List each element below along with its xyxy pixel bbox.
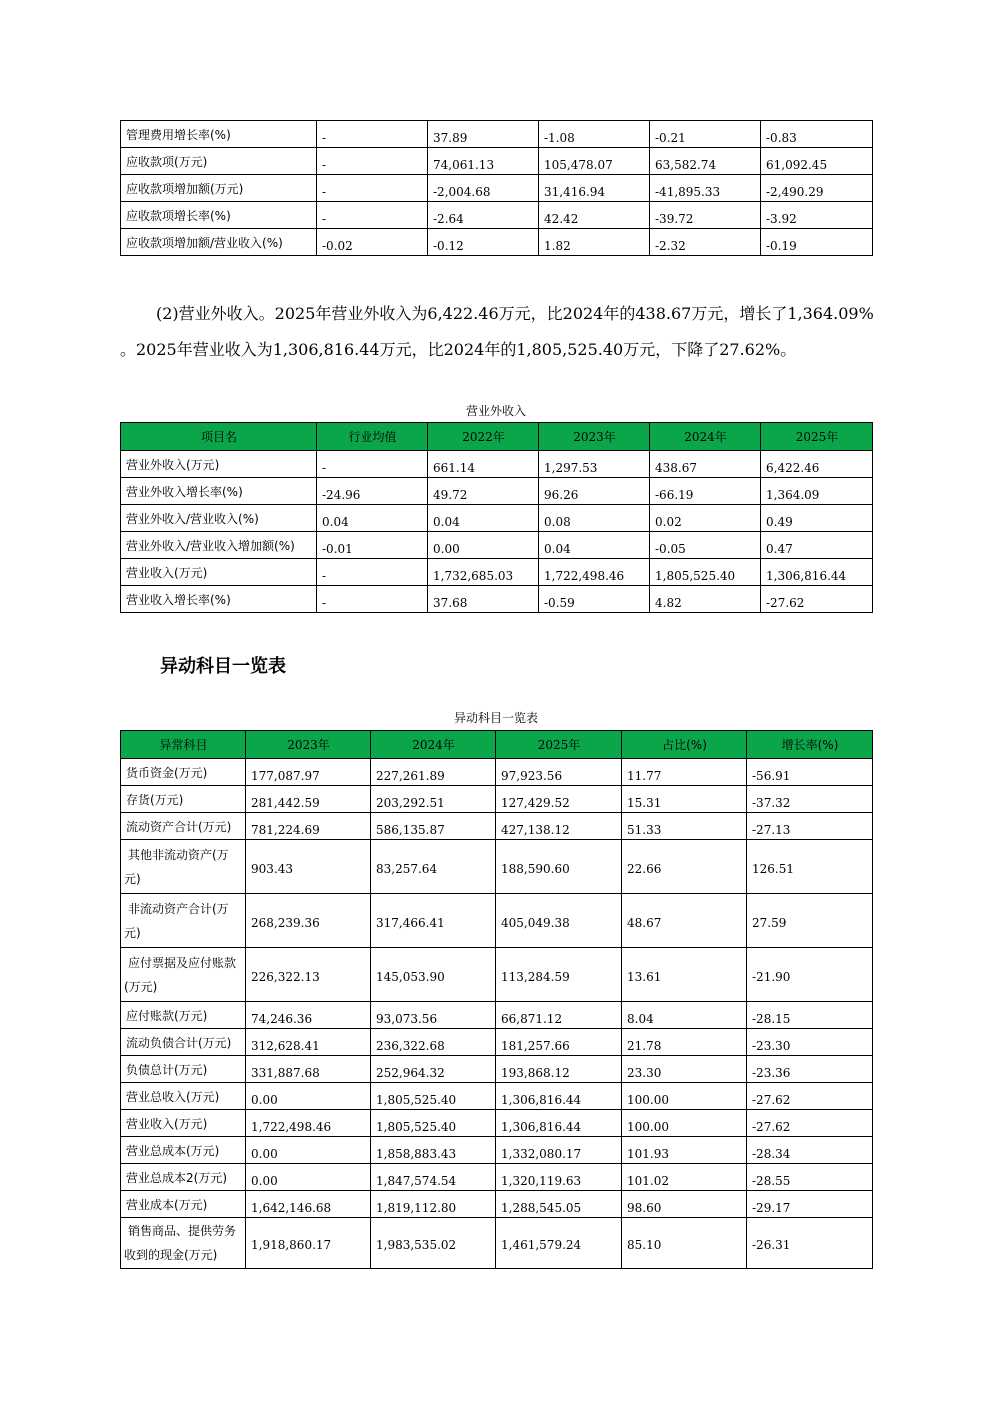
column-header: 增长率(%): [747, 731, 873, 759]
table-row: [121, 559, 873, 586]
table-cell: 227,261.89: [371, 759, 496, 786]
table-cell: 405,049.38: [496, 894, 622, 948]
table-row: [121, 759, 873, 786]
table-row: [121, 175, 873, 202]
table-cell: -27.62: [761, 586, 873, 613]
table-cell: 1,722,498.46: [539, 559, 650, 586]
table-cell: -27.62: [747, 1083, 873, 1110]
table-cell: 188,590.60: [496, 840, 622, 894]
table-cell: 51.33: [622, 813, 747, 840]
table-cell: 1,332,080.17: [496, 1137, 622, 1164]
table-cell: 37.68: [428, 586, 539, 613]
row-label: 营业总收入(万元): [121, 1083, 246, 1110]
row-label: 管理费用增长率(%): [121, 121, 317, 148]
table-cell: 1,722,498.46: [246, 1110, 371, 1137]
table-row: [121, 1083, 873, 1110]
table-row: [121, 478, 873, 505]
table-cell: 27.59: [747, 894, 873, 948]
table-row: [121, 840, 873, 894]
column-header: 行业均值: [317, 423, 428, 451]
row-label: 营业外收入/营业收入增加额(%): [121, 532, 317, 559]
paragraph-line-1: (2)营业外收入。2025年营业外收入为6,422.46万元，比2024年的438.67万元，增长了1,364.09%: [156, 304, 874, 323]
column-header: 2025年: [496, 731, 622, 759]
table-cell: 101.93: [622, 1137, 747, 1164]
column-header: 项目名: [121, 423, 317, 451]
table-cell: 15.31: [622, 786, 747, 813]
table-cell: -0.01: [317, 532, 428, 559]
table-cell: 21.78: [622, 1029, 747, 1056]
table-cell: 49.72: [428, 478, 539, 505]
table-cell: 6,422.46: [761, 451, 873, 478]
table-row: [121, 121, 873, 148]
row-label: 营业外收入增长率(%): [121, 478, 317, 505]
table-cell: 74,061.13: [428, 148, 539, 175]
table-cell: 113,284.59: [496, 948, 622, 1002]
table-cell: 0.00: [246, 1137, 371, 1164]
table-cell: -29.17: [747, 1191, 873, 1218]
row-label: 销售商品、提供劳务收到的现金(万元): [121, 1218, 246, 1269]
table-cell: -28.15: [747, 1002, 873, 1029]
section-heading: 异动科目一览表: [160, 656, 286, 677]
table-cell: 0.02: [650, 505, 761, 532]
row-label: 应收款项增长率(%): [121, 202, 317, 229]
table-cell: 252,964.32: [371, 1056, 496, 1083]
table-cell: 23.30: [622, 1056, 747, 1083]
column-header: 异常科目: [121, 731, 246, 759]
table-cell: -2.32: [650, 229, 761, 256]
table-cell: 177,087.97: [246, 759, 371, 786]
table-cell: -: [317, 559, 428, 586]
table-cell: -0.83: [761, 121, 873, 148]
table-caption: 异动科目一览表: [453, 711, 538, 725]
table-cell: -56.91: [747, 759, 873, 786]
table-cell: 1,306,816.44: [761, 559, 873, 586]
table-cell: 1,306,816.44: [496, 1110, 622, 1137]
table-row: [121, 813, 873, 840]
table-row: [121, 948, 873, 1002]
table-cell: 97,923.56: [496, 759, 622, 786]
abnormal-items-table: [120, 730, 873, 1269]
table-cell: 0.04: [539, 532, 650, 559]
table-cell: -: [317, 175, 428, 202]
table-cell: 268,239.36: [246, 894, 371, 948]
paragraph-line-2: 。2025年营业收入为1,306,816.44万元，比2024年的1,805,525.40万元，下降了27.62%。: [120, 340, 797, 359]
table-cell: 281,442.59: [246, 786, 371, 813]
table-cell: 101.02: [622, 1164, 747, 1191]
table-cell: 203,292.51: [371, 786, 496, 813]
table-cell: 85.10: [622, 1218, 747, 1269]
table-cell: 83,257.64: [371, 840, 496, 894]
table-header-row: [121, 731, 873, 759]
table-cell: 96.26: [539, 478, 650, 505]
column-header: 占比(%): [622, 731, 747, 759]
row-label: 流动负债合计(万元): [121, 1029, 246, 1056]
table-row: [121, 1002, 873, 1029]
row-label: 营业收入(万元): [121, 559, 317, 586]
row-label: 存货(万元): [121, 786, 246, 813]
table-cell: 1,461,579.24: [496, 1218, 622, 1269]
table-cell: -26.31: [747, 1218, 873, 1269]
table-cell: 61,092.45: [761, 148, 873, 175]
row-label: 营业成本(万元): [121, 1191, 246, 1218]
table-cell: -0.05: [650, 532, 761, 559]
row-label: 营业总成本2(万元): [121, 1164, 246, 1191]
column-header: 2022年: [428, 423, 539, 451]
table-cell: -24.96: [317, 478, 428, 505]
table-cell: 1,918,860.17: [246, 1218, 371, 1269]
table-cell: 4.82: [650, 586, 761, 613]
table-cell: 22.66: [622, 840, 747, 894]
table-row: [121, 1029, 873, 1056]
table-cell: 1,819,112.80: [371, 1191, 496, 1218]
table-row: [121, 202, 873, 229]
table-cell: 0.08: [539, 505, 650, 532]
table-cell: 145,053.90: [371, 948, 496, 1002]
table-cell: -23.30: [747, 1029, 873, 1056]
table-cell: 37.89: [428, 121, 539, 148]
table-row: [121, 894, 873, 948]
table-cell: 181,257.66: [496, 1029, 622, 1056]
table-cell: 105,478.07: [539, 148, 650, 175]
table-row: [121, 532, 873, 559]
table-cell: 438.67: [650, 451, 761, 478]
table-cell: -0.02: [317, 229, 428, 256]
table-cell: 1,288,545.05: [496, 1191, 622, 1218]
table-cell: -21.90: [747, 948, 873, 1002]
table-cell: -28.34: [747, 1137, 873, 1164]
row-label: 其他非流动资产(万元): [121, 840, 246, 894]
table-cell: -: [317, 148, 428, 175]
table-cell: 1,805,525.40: [371, 1083, 496, 1110]
table-cell: 331,887.68: [246, 1056, 371, 1083]
table-cell: 8.04: [622, 1002, 747, 1029]
table-cell: 1,297.53: [539, 451, 650, 478]
column-header: 2023年: [539, 423, 650, 451]
receivables-table: [120, 120, 873, 256]
table-cell: -0.21: [650, 121, 761, 148]
table-cell: -39.72: [650, 202, 761, 229]
table-cell: 0.00: [246, 1083, 371, 1110]
table-row: [121, 786, 873, 813]
column-header: 2025年: [761, 423, 873, 451]
table-row: [121, 586, 873, 613]
table-cell: 1,364.09: [761, 478, 873, 505]
table-cell: -: [317, 202, 428, 229]
table-cell: 48.67: [622, 894, 747, 948]
table-cell: 317,466.41: [371, 894, 496, 948]
table-cell: 1,858,883.43: [371, 1137, 496, 1164]
table-cell: 66,871.12: [496, 1002, 622, 1029]
table-row: [121, 1056, 873, 1083]
table-cell: 0.04: [428, 505, 539, 532]
row-label: 应收款项(万元): [121, 148, 317, 175]
table-cell: 312,628.41: [246, 1029, 371, 1056]
table-cell: 42.42: [539, 202, 650, 229]
table-row: [121, 229, 873, 256]
table-cell: 93,073.56: [371, 1002, 496, 1029]
table-cell: 1,642,146.68: [246, 1191, 371, 1218]
table-caption: 营业外收入: [465, 404, 526, 418]
table-cell: 1.82: [539, 229, 650, 256]
table-cell: 427,138.12: [496, 813, 622, 840]
table-cell: -: [317, 121, 428, 148]
table-cell: -41,895.33: [650, 175, 761, 202]
paragraph: [120, 296, 900, 368]
table-cell: 11.77: [622, 759, 747, 786]
table-cell: 226,322.13: [246, 948, 371, 1002]
table-cell: 31,416.94: [539, 175, 650, 202]
table-cell: 0.04: [317, 505, 428, 532]
table-cell: 193,868.12: [496, 1056, 622, 1083]
table-cell: -37.32: [747, 786, 873, 813]
table-cell: -: [317, 451, 428, 478]
table-cell: -66.19: [650, 478, 761, 505]
table-cell: -23.36: [747, 1056, 873, 1083]
table-cell: -2.64: [428, 202, 539, 229]
table-cell: -3.92: [761, 202, 873, 229]
table-cell: -28.55: [747, 1164, 873, 1191]
row-label: 营业总成本(万元): [121, 1137, 246, 1164]
table-cell: 100.00: [622, 1110, 747, 1137]
table-cell: 661.14: [428, 451, 539, 478]
table-cell: -0.12: [428, 229, 539, 256]
table-row: [121, 1191, 873, 1218]
row-label: 营业收入(万元): [121, 1110, 246, 1137]
table-cell: 0.00: [246, 1164, 371, 1191]
row-label: 营业外收入(万元): [121, 451, 317, 478]
table-cell: 781,224.69: [246, 813, 371, 840]
table-cell: -: [317, 586, 428, 613]
table-cell: 1,805,525.40: [371, 1110, 496, 1137]
row-label: 营业收入增长率(%): [121, 586, 317, 613]
row-label: 负债总计(万元): [121, 1056, 246, 1083]
row-label: 货币资金(万元): [121, 759, 246, 786]
table-cell: 1,983,535.02: [371, 1218, 496, 1269]
table-cell: 127,429.52: [496, 786, 622, 813]
table-cell: 98.60: [622, 1191, 747, 1218]
table-cell: -0.19: [761, 229, 873, 256]
table-row: [121, 451, 873, 478]
table-cell: 74,246.36: [246, 1002, 371, 1029]
row-label: 流动资产合计(万元): [121, 813, 246, 840]
table-row: [121, 148, 873, 175]
table-row: [121, 1137, 873, 1164]
table-cell: -27.62: [747, 1110, 873, 1137]
table-cell: 126.51: [747, 840, 873, 894]
table-cell: 1,732,685.03: [428, 559, 539, 586]
table-cell: 236,322.68: [371, 1029, 496, 1056]
table-cell: -2,490.29: [761, 175, 873, 202]
table-cell: 0.47: [761, 532, 873, 559]
table-row: [121, 1218, 873, 1269]
table-cell: -2,004.68: [428, 175, 539, 202]
row-label: 应收款项增加额/营业收入(%): [121, 229, 317, 256]
table-cell: 100.00: [622, 1083, 747, 1110]
table-cell: -1.08: [539, 121, 650, 148]
table-cell: 63,582.74: [650, 148, 761, 175]
table-row: [121, 1110, 873, 1137]
row-label: 营业外收入/营业收入(%): [121, 505, 317, 532]
row-label: 非流动资产合计(万元): [121, 894, 246, 948]
table-header-row: [121, 423, 873, 451]
table-row: [121, 505, 873, 532]
column-header: 2024年: [371, 731, 496, 759]
table-cell: 586,135.87: [371, 813, 496, 840]
non-operating-income-table: [120, 422, 873, 613]
table-cell: 1,805,525.40: [650, 559, 761, 586]
table-cell: -0.59: [539, 586, 650, 613]
row-label: 应付票据及应付账款(万元): [121, 948, 246, 1002]
table-cell: -27.13: [747, 813, 873, 840]
column-header: 2023年: [246, 731, 371, 759]
table-cell: 1,306,816.44: [496, 1083, 622, 1110]
table-cell: 13.61: [622, 948, 747, 1002]
row-label: 应付账款(万元): [121, 1002, 246, 1029]
table-cell: 1,320,119.63: [496, 1164, 622, 1191]
table-cell: 903.43: [246, 840, 371, 894]
row-label: 应收款项增加额(万元): [121, 175, 317, 202]
table-row: [121, 1164, 873, 1191]
column-header: 2024年: [650, 423, 761, 451]
table-cell: 1,847,574.54: [371, 1164, 496, 1191]
table-cell: 0.49: [761, 505, 873, 532]
table-cell: 0.00: [428, 532, 539, 559]
